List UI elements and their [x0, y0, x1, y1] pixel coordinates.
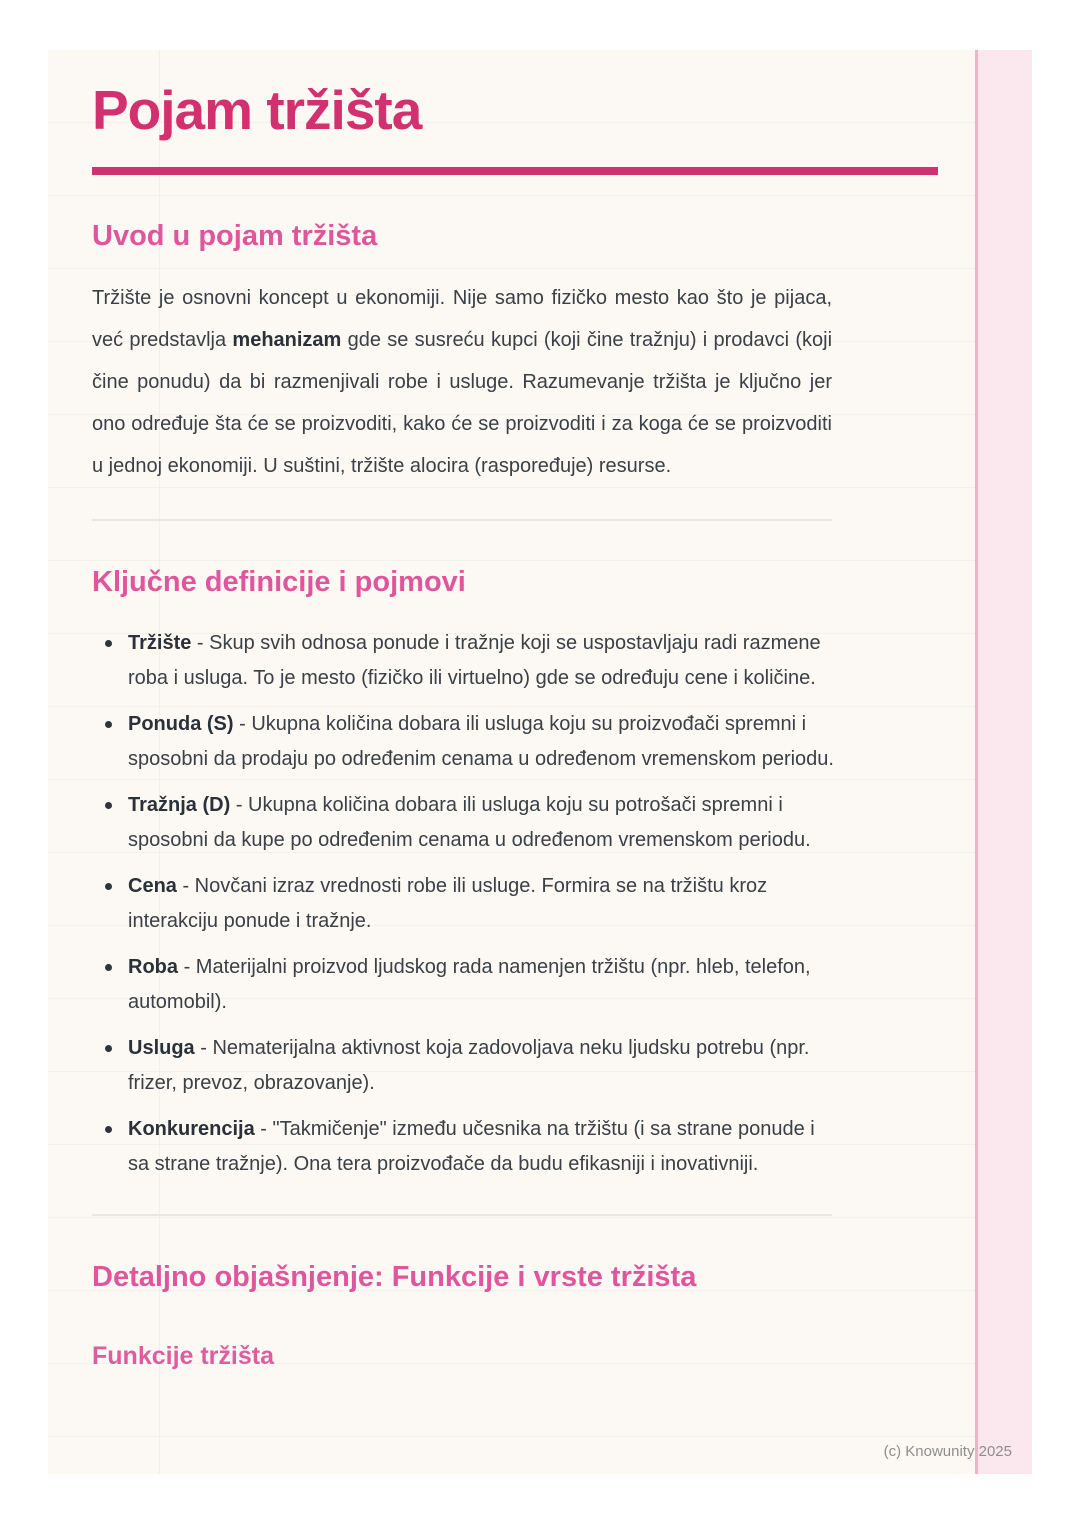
definition-term: Ponuda (S)	[128, 713, 234, 735]
title-rule	[92, 167, 938, 175]
section-divider	[92, 519, 832, 521]
page-title: Pojam tržišta	[92, 79, 422, 141]
section-divider	[92, 1214, 832, 1216]
section-heading-definitions: Ključne definicije i pojmovi	[92, 566, 466, 598]
list-item	[92, 869, 840, 939]
definition-term: Usluga	[128, 1037, 195, 1059]
definition-text: - Ukupna količina dobara ili usluga koju su potrošači spremni i sposobni da kupe po određenim cenama u određenom vremenskom periodu.	[128, 794, 811, 851]
definition-text: - Ukupna količina dobara ili usluga koju su proizvođači spremni i sposobni da prodaju po određenim cenama u određenom vremenskom periodu.	[128, 713, 834, 770]
definition-text: - "Takmičenje" između učesnika na tržištu (i sa strane ponude i sa strane tražnje). Ona tera proizvođače da budu efikasniji i inovativniji.	[128, 1118, 815, 1175]
definition-term: Roba	[128, 956, 178, 978]
intro-text-before: Tržište je osnovni koncept u ekonomiji. Nije samo fizičko mesto kao što je pijaca, već predstavlja	[92, 287, 832, 351]
section-heading-detail: Detaljno objašnjenje: Funkcije i vrste tržišta	[92, 1261, 697, 1293]
list-item	[92, 950, 840, 1020]
definition-term: Cena	[128, 875, 177, 897]
list-item	[92, 626, 840, 696]
definition-text: - Skup svih odnosa ponude i tražnje koji se uspostavljaju radi razmene roba i usluga. To je mesto (fizičko ili virtuelno) gde se određuju cene i količine.	[128, 632, 821, 689]
intro-text-bold: mehanizam	[232, 329, 342, 351]
document-page	[48, 50, 1032, 1474]
list-item	[92, 788, 840, 858]
page-content	[48, 50, 838, 1371]
subsection-heading-functions: Funkcije tržišta	[92, 1342, 274, 1370]
definition-term: Konkurencija	[128, 1118, 255, 1140]
definition-term: Tražnja (D)	[128, 794, 231, 816]
definition-text: - Novčani izraz vrednosti robe ili usluge. Formira se na tržištu kroz interakciju ponude i tražnje.	[128, 875, 768, 932]
list-item	[92, 1031, 840, 1101]
section-heading-intro: Uvod u pojam tržišta	[92, 220, 378, 252]
copyright-footer: (c) Knowunity 2025	[883, 1443, 1012, 1460]
definition-term: Tržište	[128, 632, 192, 654]
list-item	[92, 1112, 840, 1182]
intro-text-after: gde se susreću kupci (koji čine tražnju) i prodavci (koji čine ponudu) da bi razmenjivali robe i usluge. Razumevanje tržišta je ključno jer ono određuje šta će se proizvoditi, kako će se proizvoditi i za koga će se proizvoditi u jednoj ekonomiji. U suštini, tržište alocira (raspoređuje) resurse.	[92, 329, 833, 477]
intro-paragraph	[92, 277, 832, 487]
list-item	[92, 707, 840, 777]
definition-text: - Materijalni proizvod ljudskog rada namenjen tržištu (npr. hleb, telefon, automobil).	[128, 956, 811, 1013]
definition-text: - Nematerijalna aktivnost koja zadovoljava neku ljudsku potrebu (npr. frizer, prevoz, obrazovanje).	[128, 1037, 810, 1094]
page-edge-stripe	[975, 50, 1032, 1474]
definitions-list	[92, 626, 840, 1182]
